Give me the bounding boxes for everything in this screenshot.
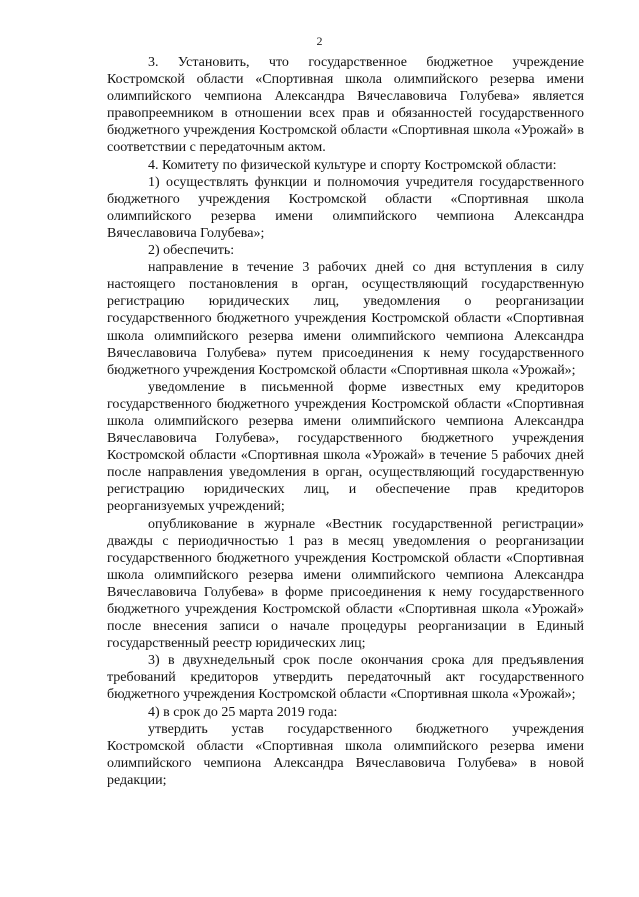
page-number: 2 [316, 34, 323, 48]
paragraph-notification-creditors: уведомление в письменной форме известных ему кредиторов государственного бюджетного учреждения Костромской области «Спортивная школа олимпийского резерва имени олимпийского чемпиона Александра Вячеславовича Голубева», государственного бюджетного учреждения Костромской области «Спортивная школа «Урожай» в течение 5 рабочих дней после направления уведомления в орган, осуществляющий государственную регистрацию юридических лиц, и обеспечение прав кредиторов реорганизуемых учреждений; [107, 379, 584, 515]
paragraph-notification-registration: направление в течение 3 рабочих дней со дня вступления в силу настоящего постановления в орган, осуществляющий государственную регистрацию юридических лиц, уведомления о реорганизации государственного бюджетного учреждения Костромской области «Спортивная школа олимпийского резерва имени олимпийского чемпиона Александра Вячеславовича Голубева» путем присоединения к нему государственного бюджетного учреждения Костромской области «Спортивная школа «Урожай»; [107, 260, 584, 378]
paragraph-4-2-ensure: 2) обеспечить: [148, 243, 235, 259]
paragraph-3-successor: 3. Установить, что государственное бюджетное учреждение Костромской области «Спортивная школа олимпийского резерва имени олимпийского чемпиона Александра Вячеславовича Голубева» является правопреемником в отношении всех прав и обязанностей государственного бюджетного учреждения Костромской области «Спортивная школа «Урожай» в соответствии с передаточным актом. [107, 55, 584, 156]
paragraph-4-1-founder: 1) осуществлять функции и полномочия учредителя государственного бюджетного учреждения Костромской области «Спортивная школа олимпийского резерва имени олимпийского чемпиона Александра Вячеславовича Голубева»; [107, 174, 584, 241]
paragraph-publication: опубликование в журнале «Вестник государственной регистрации» дважды с периодичностью 1 раз в месяц уведомления о реорганизации государственного бюджетного учреждения Костромской области «Спортивная школа олимпийского резерва имени олимпийского чемпиона Александра Вячеславовича Голубева» в форме присоединения к нему государственного бюджетного учреждения Костромской области «Спортивная школа «Урожай» после внесения записи о начале процедуры реорганизации в Единый государственный реестр юридических лиц; [107, 516, 584, 652]
document-body [107, 54, 584, 789]
paragraph-4-3-transfer-act: 3) в двухнедельный срок после окончания срока для предъявления требований кредиторов утвердить передаточный акт государственного бюджетного учреждения Костромской области «Спортивная школа «Урожай»; [107, 653, 584, 703]
paragraph-4-4-deadline: 4) в срок до 25 марта 2019 года: [148, 704, 338, 720]
paragraph-4-committee: 4. Комитету по физической культуре и спорту Костромской области: [148, 157, 557, 173]
paragraph-charter: утвердить устав государственного бюджетного учреждения Костромской области «Спортивная школа олимпийского резерва имени олимпийского чемпиона Александра Вячеславовича Голубева» в новой редакции; [107, 721, 584, 788]
